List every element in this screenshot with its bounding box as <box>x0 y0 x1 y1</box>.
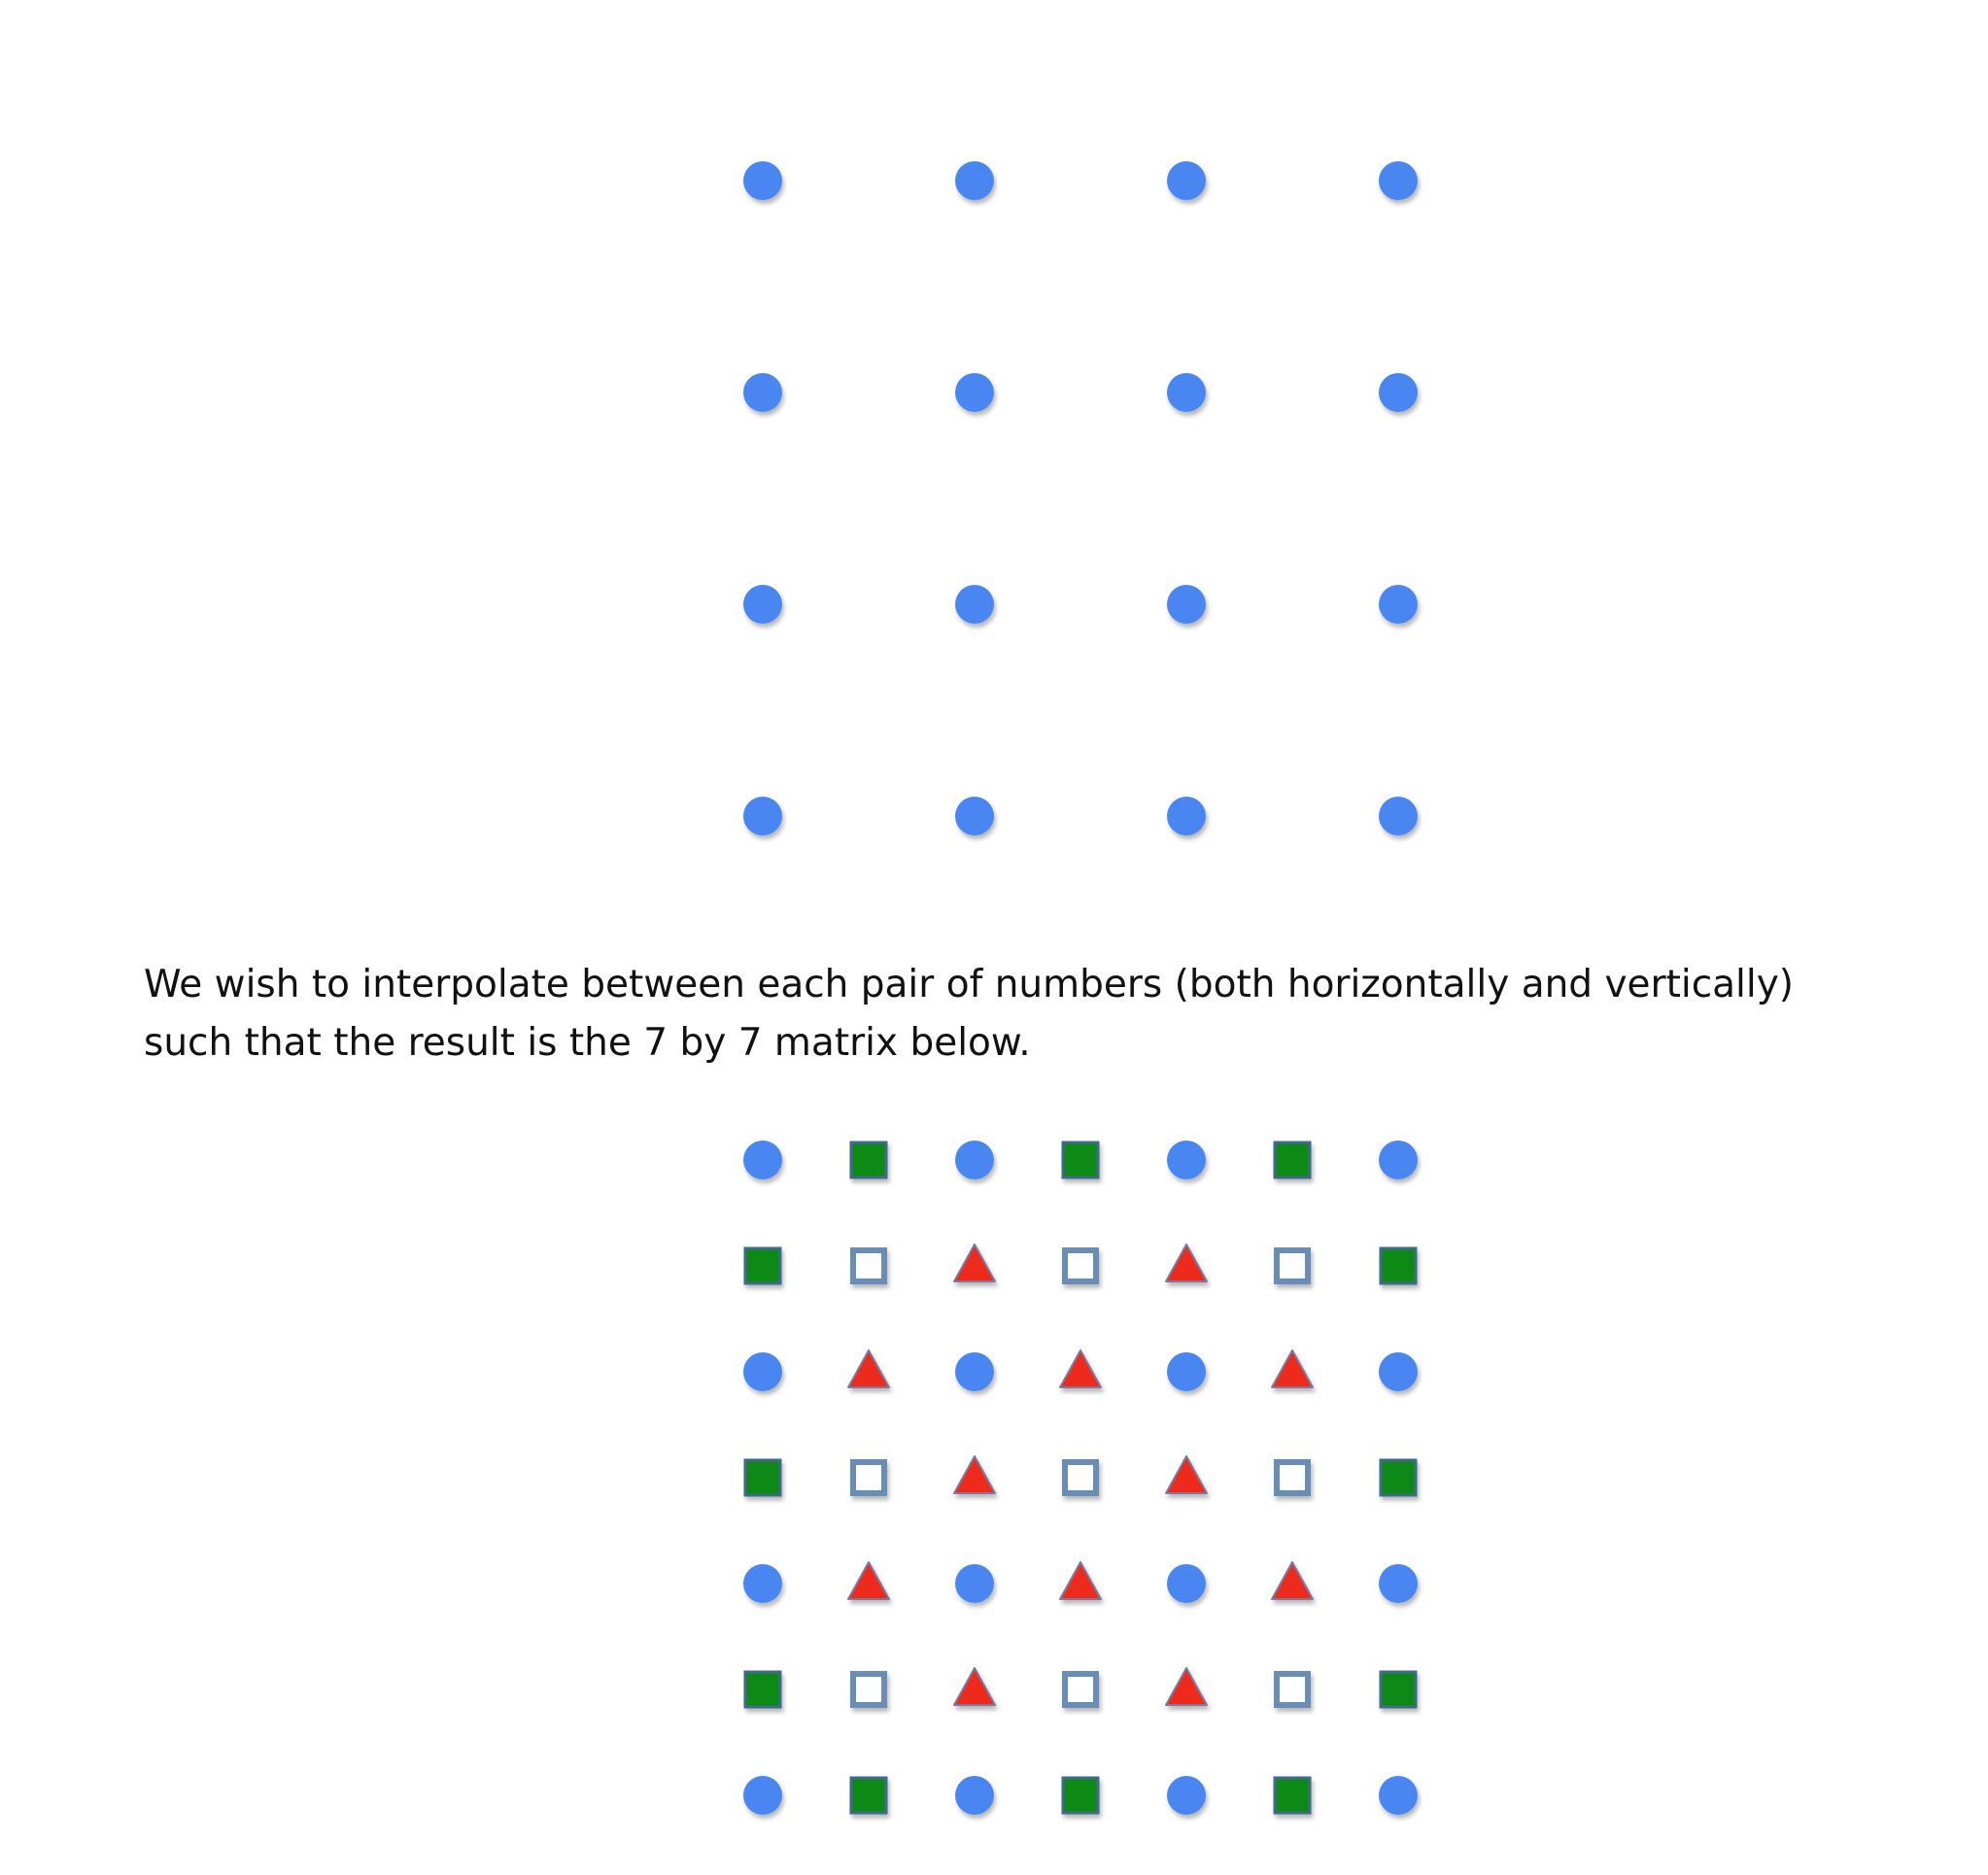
output-circle-r4-c4 <box>1167 1564 1206 1603</box>
input-circle-r0-c1 <box>955 161 994 200</box>
output-circle-r6-c6 <box>1379 1776 1418 1815</box>
output-hollow-square-r3-c1 <box>853 1462 884 1493</box>
output-filled-square-r0-c5 <box>1275 1142 1310 1177</box>
input-circle-r3-c2 <box>1167 797 1206 835</box>
input-circle-r0-c2 <box>1167 161 1206 200</box>
input-circle-r1-c3 <box>1379 373 1418 412</box>
output-circle-r4-c2 <box>955 1564 994 1603</box>
output-circle-r2-c4 <box>1167 1352 1206 1391</box>
output-filled-square-r3-c6 <box>1381 1460 1416 1495</box>
output-triangle-r1-c2 <box>954 1244 995 1281</box>
output-grid-7x7 <box>743 1141 1418 1815</box>
output-hollow-square-r5-c1 <box>853 1674 884 1705</box>
output-hollow-square-r3-c3 <box>1065 1462 1096 1493</box>
output-circle-r0-c6 <box>1379 1141 1418 1179</box>
input-circle-r1-c2 <box>1167 373 1206 412</box>
output-triangle-r3-c2 <box>954 1456 995 1493</box>
output-triangle-r4-c3 <box>1060 1562 1101 1599</box>
output-filled-square-r0-c1 <box>851 1142 886 1177</box>
output-circle-r2-c0 <box>743 1352 782 1391</box>
output-hollow-square-r3-c5 <box>1277 1462 1308 1493</box>
input-circle-r2-c0 <box>743 585 782 624</box>
output-triangle-r4-c5 <box>1272 1562 1313 1599</box>
input-circle-r0-c0 <box>743 161 782 200</box>
output-triangle-r3-c4 <box>1166 1456 1207 1493</box>
output-filled-square-r0-c3 <box>1063 1142 1098 1177</box>
output-circle-r6-c4 <box>1167 1776 1206 1815</box>
output-circle-r0-c0 <box>743 1141 782 1179</box>
output-filled-square-r3-c0 <box>745 1460 780 1495</box>
output-filled-square-r1-c6 <box>1381 1248 1416 1283</box>
description-line-2: such that the result is the 7 by 7 matrix below. <box>144 1021 1031 1065</box>
output-circle-r0-c4 <box>1167 1141 1206 1179</box>
output-triangle-r1-c4 <box>1166 1244 1207 1281</box>
output-circle-r4-c6 <box>1379 1564 1418 1603</box>
input-circle-r2-c3 <box>1379 585 1418 624</box>
output-filled-square-r6-c1 <box>851 1778 886 1813</box>
input-circle-r3-c1 <box>955 797 994 835</box>
output-filled-square-r5-c6 <box>1381 1672 1416 1707</box>
input-circle-r2-c1 <box>955 585 994 624</box>
input-circle-r0-c3 <box>1379 161 1418 200</box>
output-circle-r2-c2 <box>955 1352 994 1391</box>
output-hollow-square-r1-c3 <box>1065 1250 1096 1281</box>
output-triangle-r5-c2 <box>954 1668 995 1705</box>
output-circle-r2-c6 <box>1379 1352 1418 1391</box>
output-triangle-r4-c1 <box>848 1562 889 1599</box>
output-filled-square-r6-c5 <box>1275 1778 1310 1813</box>
input-circle-r1-c0 <box>743 373 782 412</box>
output-triangle-r5-c4 <box>1166 1668 1207 1705</box>
output-filled-square-r1-c0 <box>745 1248 780 1283</box>
output-hollow-square-r5-c3 <box>1065 1674 1096 1705</box>
output-circle-r6-c2 <box>955 1776 994 1815</box>
output-circle-r6-c0 <box>743 1776 782 1815</box>
input-circle-r3-c3 <box>1379 797 1418 835</box>
input-circle-r3-c0 <box>743 797 782 835</box>
input-grid-4x4 <box>743 161 1418 835</box>
output-hollow-square-r1-c5 <box>1277 1250 1308 1281</box>
output-triangle-r2-c5 <box>1272 1350 1313 1387</box>
description-text <box>144 956 1912 1073</box>
output-hollow-square-r1-c1 <box>853 1250 884 1281</box>
output-circle-r4-c0 <box>743 1564 782 1603</box>
input-circle-r2-c2 <box>1167 585 1206 624</box>
input-circle-r1-c1 <box>955 373 994 412</box>
output-circle-r0-c2 <box>955 1141 994 1179</box>
output-filled-square-r6-c3 <box>1063 1778 1098 1813</box>
description-line-1: We wish to interpolate between each pair of numbers (both horizontally and vertically) <box>144 963 1795 1006</box>
output-triangle-r2-c3 <box>1060 1350 1101 1387</box>
output-hollow-square-r5-c5 <box>1277 1674 1308 1705</box>
output-triangle-r2-c1 <box>848 1350 889 1387</box>
output-filled-square-r5-c0 <box>745 1672 780 1707</box>
